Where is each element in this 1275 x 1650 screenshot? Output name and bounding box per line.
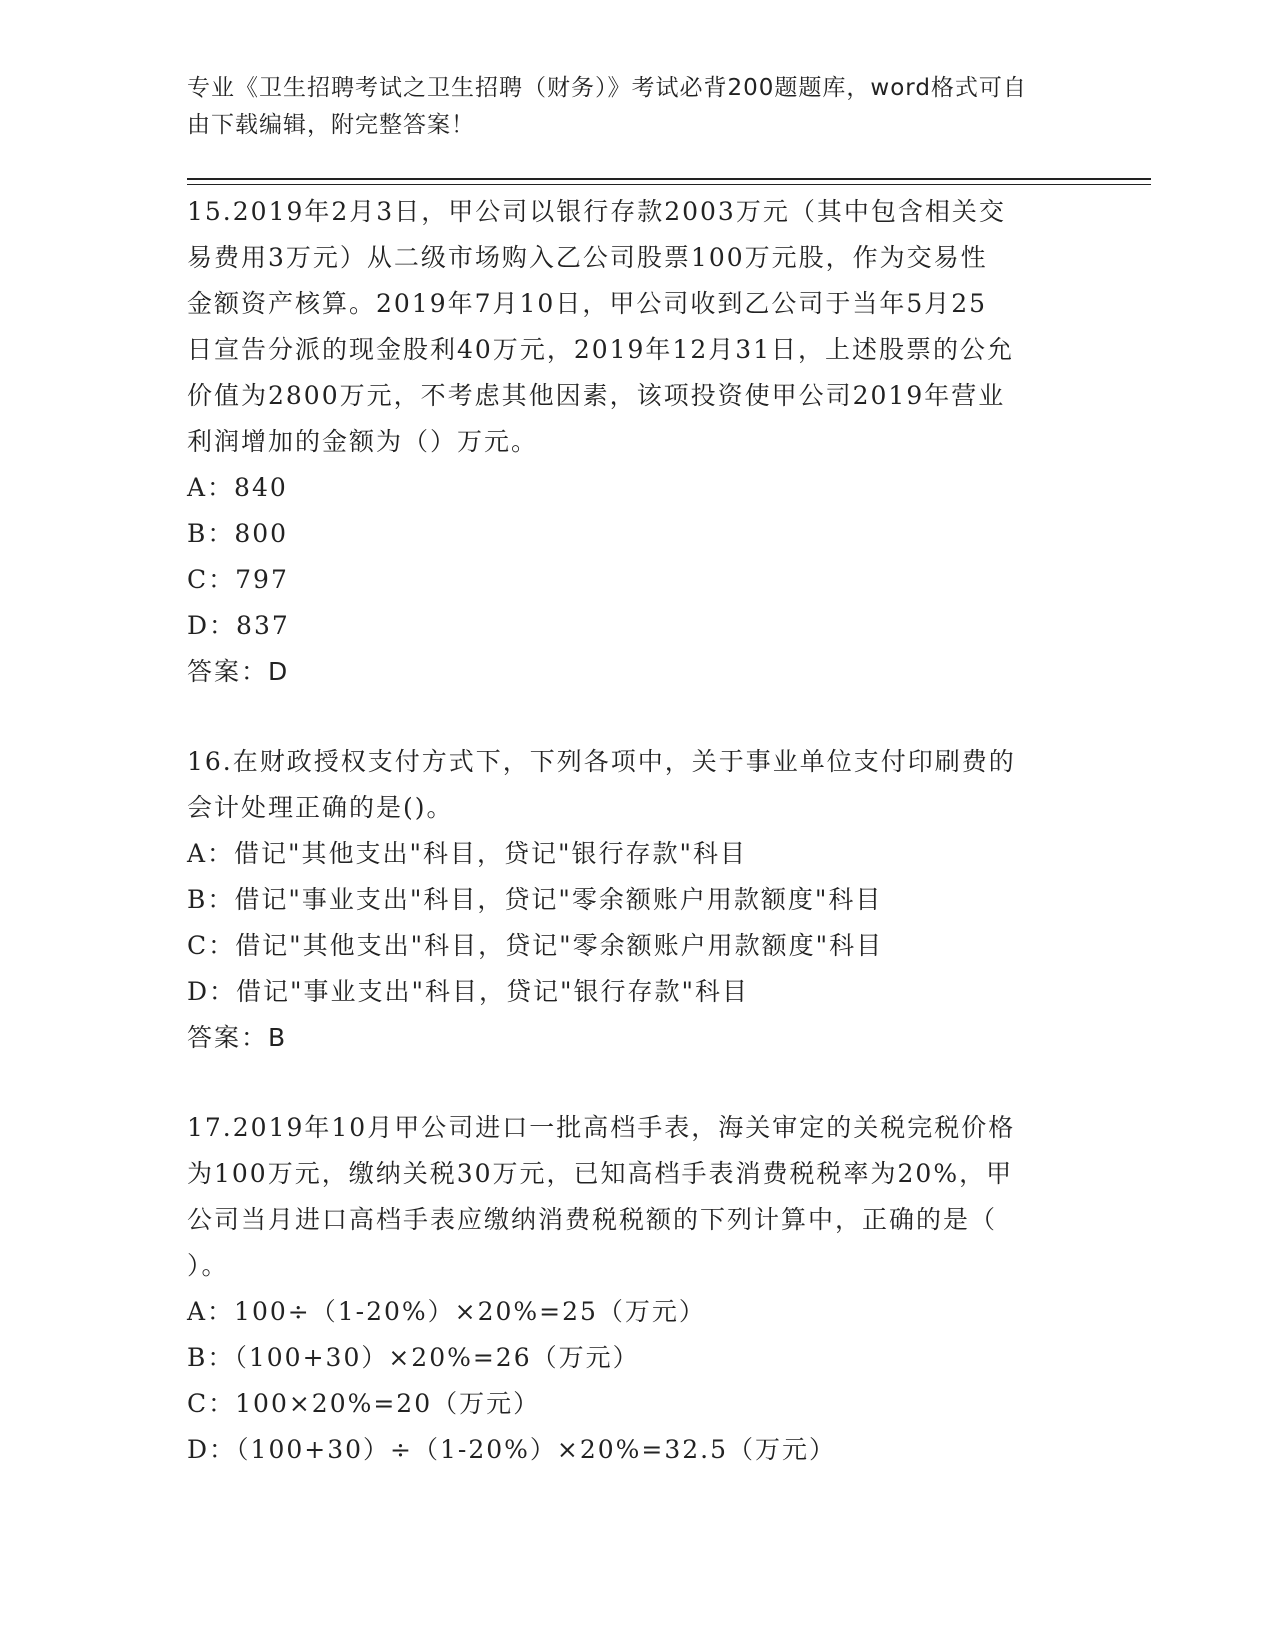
question-spacer — [187, 695, 1087, 739]
question-17 — [187, 1105, 1087, 1473]
question-stem-line: ）。 — [187, 1251, 229, 1280]
question-stem-line: 日宣告分派的现金股利40万元，2019年12月31日，上述股票的公允 — [187, 335, 1015, 364]
question-stem-line: 为100万元，缴纳关税30万元，已知高档手表消费税税率为20%，甲 — [187, 1159, 1014, 1188]
question-stem-line: 17.2019年10月甲公司进口一批高档手表，海关审定的关税完税价格 — [187, 1113, 1016, 1142]
question-stem-line: 会计处理正确的是()。 — [187, 793, 454, 822]
question-stem-line: 易费用3万元）从二级市场购入乙公司股票100万元股，作为交易性 — [187, 243, 988, 272]
option-b: B：（100+30）×20%=26（万元） — [187, 1343, 640, 1372]
option-b: B：借记"事业支出"科目，贷记"零余额账户用款额度"科目 — [187, 885, 883, 914]
option-a: A：840 — [187, 473, 288, 502]
option-c: C：797 — [187, 565, 289, 594]
question-spacer — [187, 1061, 1087, 1105]
option-c: C：100×20%=20（万元） — [187, 1389, 541, 1418]
question-16 — [187, 739, 1087, 1061]
question-15 — [187, 189, 1087, 695]
document-title — [187, 70, 1077, 144]
question-list — [187, 189, 1087, 1473]
question-stem-line: 公司当月进口高档手表应缴纳消费税税额的下列计算中，正确的是（ — [187, 1205, 998, 1234]
header-divider-thin — [187, 184, 1151, 185]
option-a: A：100÷（1-20%）×20%=25（万元） — [187, 1297, 706, 1326]
option-d: D：837 — [187, 611, 290, 640]
question-stem-line: 16.在财政授权支付方式下，下列各项中，关于事业单位支付印刷费的 — [187, 747, 1016, 776]
header-divider-thick — [187, 178, 1151, 180]
option-c: C：借记"其他支出"科目，贷记"零余额账户用款额度"科目 — [187, 931, 884, 960]
answer-line: 答案：D — [187, 657, 290, 686]
option-d: D：借记"事业支出"科目，贷记"银行存款"科目 — [187, 977, 750, 1006]
question-stem-line: 15.2019年2月3日，甲公司以银行存款2003万元（其中包含相关交 — [187, 197, 1006, 226]
question-stem-line: 价值为2800万元，不考虑其他因素，该项投资使甲公司2019年营业 — [187, 381, 1006, 410]
title-line-2: 由下载编辑，附完整答案！ — [187, 112, 475, 138]
question-stem-line: 金额资产核算。2019年7月10日，甲公司收到乙公司于当年5月25 — [187, 289, 988, 318]
title-line-1: 专业《卫生招聘考试之卫生招聘（财务）》考试必背200题题库，word格式可自 — [187, 75, 1027, 101]
option-d: D：（100+30）÷（1-20%）×20%=32.5（万元） — [187, 1435, 837, 1464]
question-stem-line: 利润增加的金额为（）万元。 — [187, 427, 539, 456]
answer-line: 答案：B — [187, 1023, 288, 1052]
option-a: A：借记"其他支出"科目，贷记"银行存款"科目 — [187, 839, 748, 868]
option-b: B：800 — [187, 519, 289, 548]
